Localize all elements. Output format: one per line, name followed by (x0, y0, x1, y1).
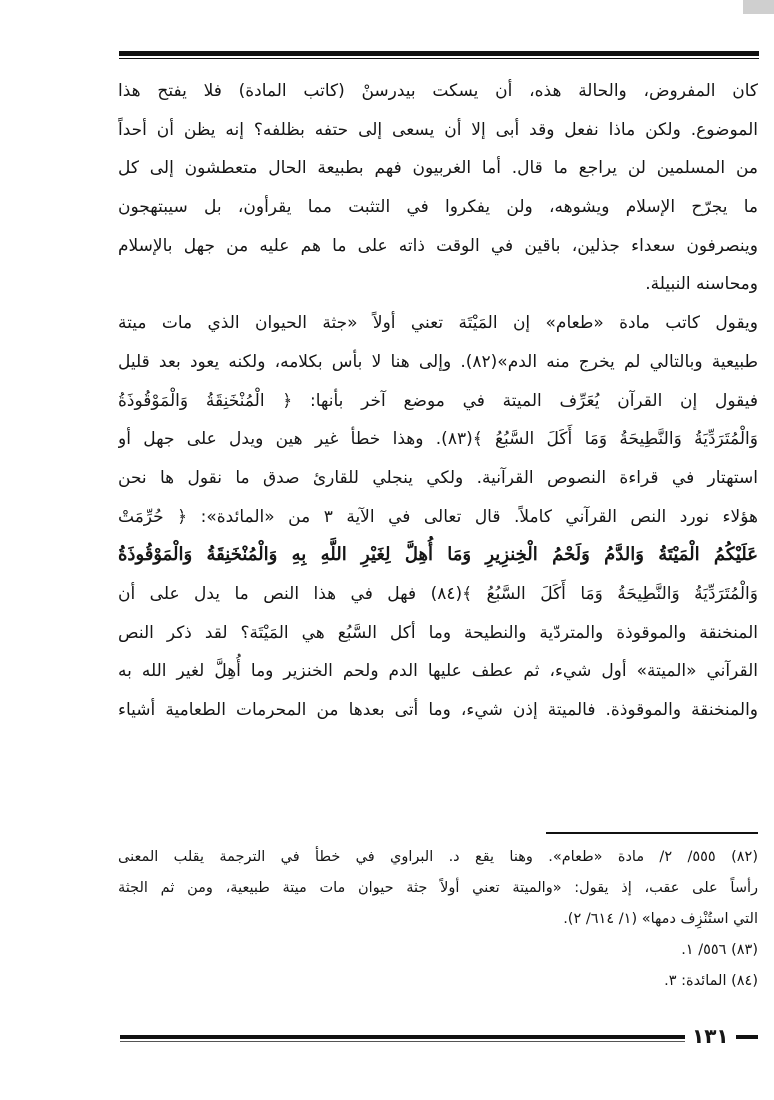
text-line: ومحاسنه النبيلة. (645, 274, 758, 295)
page-footer (120, 1024, 760, 1048)
text-line: وينصرفون سعداء جذلين، باقين في الوقت ذاته على ما هم عليه من جهل بالإسلام (118, 235, 758, 256)
footnotes (118, 842, 758, 997)
text-line: هؤلاء نورد النص القرآني كاملاً. قال تعالى في الآية ٣ من «المائدة»: ﴿ حُرِّمَتْ (118, 506, 758, 527)
main-text (118, 72, 758, 730)
quran-verse-line: عَلَيْكُمُ الْمَيْتَةُ وَالدَّمُ وَلَحْمُ الْخِنزِيرِ وَمَا أُهِلَّ لِغَيْرِ اللَّهِ بِهِ وَالْمُنْخَنِقَةُ وَالْمَوْقُوذَةُ (118, 544, 758, 566)
footer-rule (120, 1035, 685, 1039)
text-line: وَالْمُتَرَدِّيَةُ وَالنَّطِيحَةُ وَمَا أَكَلَ السَّبُعُ ﴾(٨٤) فهل في هذا النص ما يدل على أن (118, 583, 758, 604)
text-line: طبيعية وبالتالي لم يخرج منه الدم»(٨٢). وإلى هنا لا بأس بكلامه، ولكنه يعود بعد قليل (118, 351, 758, 372)
footer-rule-end (736, 1035, 758, 1039)
footnote-line: (٨٣) ٥٥٦/ ١. (681, 942, 758, 958)
text-line: ويقول كاتب مادة «طعام» إن المَيْتَة تعني أولاً «جثة الحيوان الذي مات ميتة (118, 313, 758, 334)
header-rule (119, 51, 759, 56)
text-line: القرآني «الميتة» أول شيء، ثم عطف عليها الدم ولحم الخنزير وما أُهِلَّ لغير الله به (118, 661, 758, 682)
footnote-separator (546, 832, 758, 834)
text-line: الموضوع. ولكن ماذا نفعل وقد أبى إلا أن يسعى إلى حتفه بظلفه؟ إنه يظن أن أحداً (118, 119, 758, 140)
footnote-line: التي استُنْزِف دمها» (١/ ٦١٤/ ٢). (563, 911, 758, 927)
text-line: من المسلمين لن يراجع ما قال. أما الغربيون فهم بطبيعة الحال متعطشون إلى كل (118, 158, 758, 179)
scan-corner-mark (743, 0, 774, 14)
text-line: فيقول إن القرآن يُعَرِّف الميتة في موضع آخر بأنها: ﴿ الْمُنْخَنِقَةُ وَالْمَوْقُوذَةُ (118, 390, 758, 411)
page-number: ١٣١ (692, 1024, 729, 1048)
text-line: استهتار في قراءة النصوص القرآنية. ولكي ينجلي للقارئ صدق ما نقول ها نحن (118, 467, 758, 488)
text-line: والمنخنقة والموقوذة. فالميتة إذن شيء، وما أتى بعدها من المحرمات الطعامية أشياء (118, 700, 758, 720)
footnote-line: رأساً على عقب، إذ يقول: «والميتة تعني أولاً جثة حيوان مات ميتة طبيعية، ومن ثم الجثة (118, 880, 758, 896)
footer-rule-thin (120, 1041, 685, 1042)
text-line: المنخنقة والموقوذة والمتردّية والنطيحة وما أكل السَّبُع هي المَيْتَة؟ لقد ذكر النص (118, 622, 758, 643)
footnote-line: (٨٤) المائدة: ٣. (664, 973, 758, 989)
footnote-line: (٨٢) ٥٥٥/ ٢/ مادة «طعام». وهنا يقع د. البراوي في خطأ في الترجمة يقلب المعنى (118, 849, 758, 865)
text-line: وَالْمُتَرَدِّيَةُ وَالنَّطِيحَةُ وَمَا أَكَلَ السَّبُعُ ﴾(٨٣). وهذا خطأ غير هين ويدل على جهل أو (118, 429, 758, 450)
text-line: كان المفروض، والحالة هذه، أن يسكت بيدرسنْ (كاتب المادة) فلا يفتح هذا (118, 81, 758, 101)
header-rule-thin (119, 58, 759, 59)
text-line: ما يجرّح الإسلام ويشوهه، ولن يفكروا في التثبت مما يقرأون، بل سيبتهجون (118, 197, 758, 218)
